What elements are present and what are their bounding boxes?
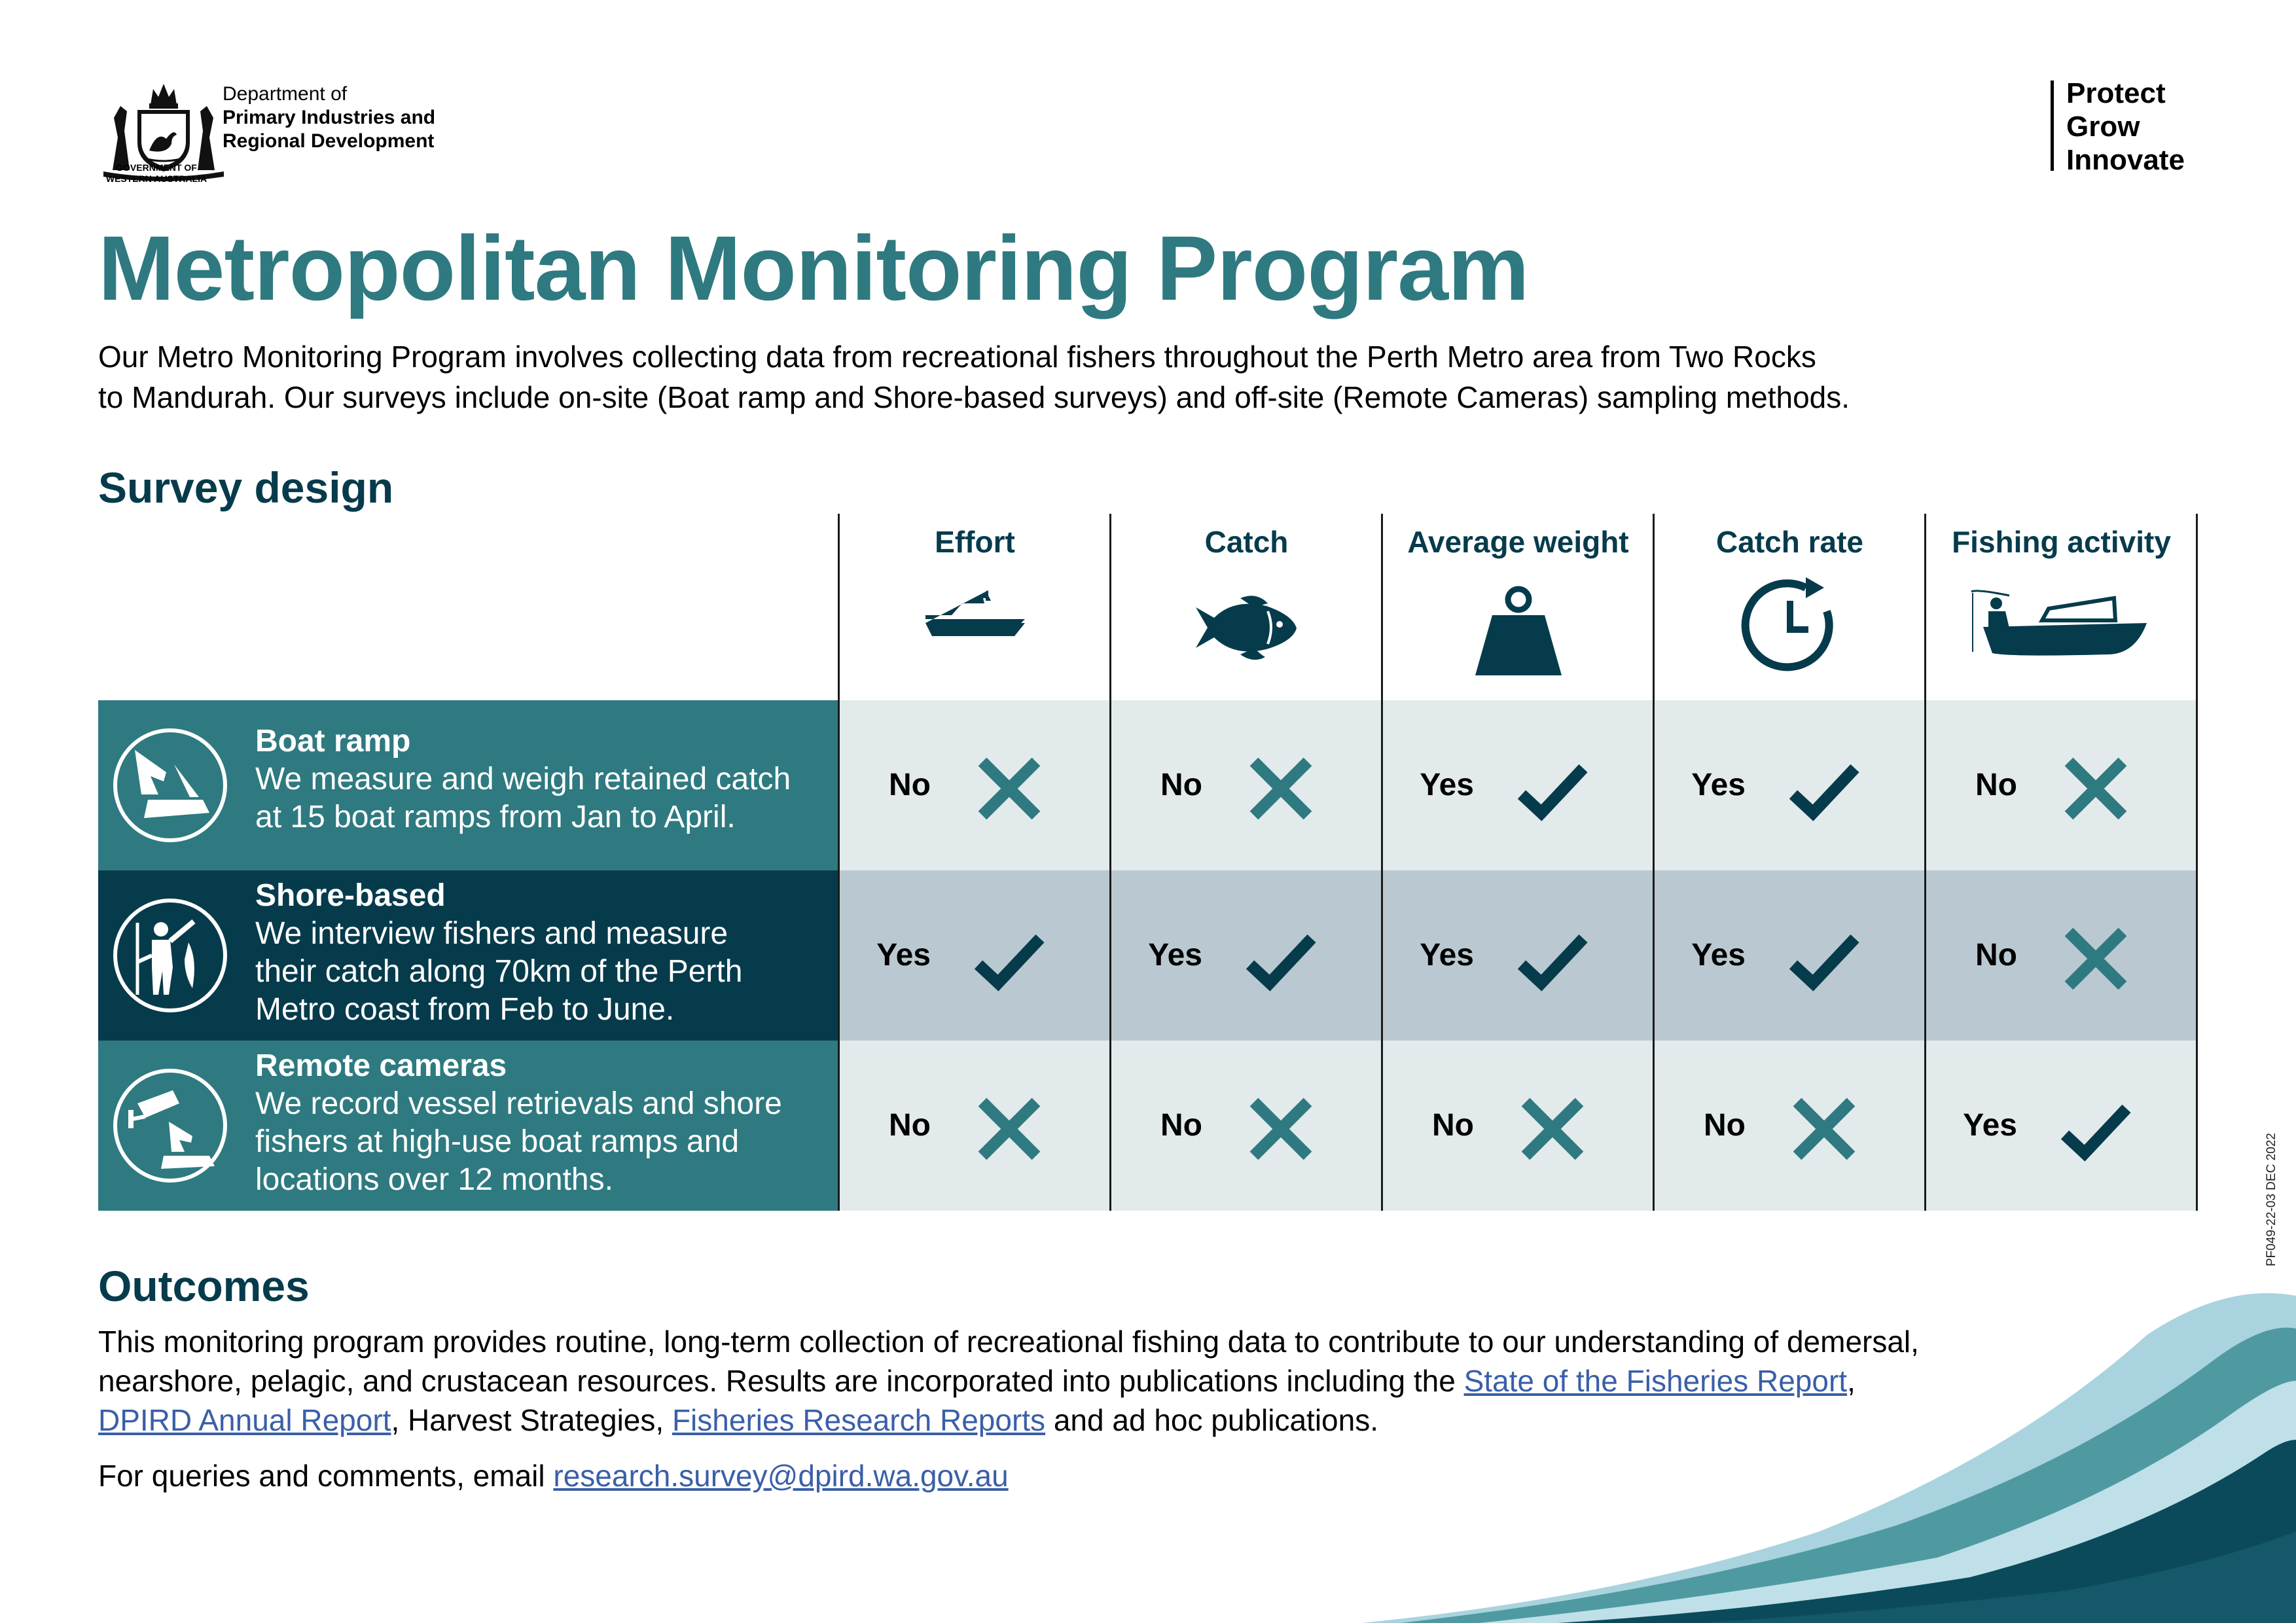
shore-fisher-icon xyxy=(111,897,229,1014)
table-cell xyxy=(1382,700,1654,870)
column-divider xyxy=(1653,514,1655,1211)
check-icon xyxy=(1788,753,1860,825)
cell-value: No xyxy=(1975,938,2017,972)
department-name xyxy=(223,82,435,153)
tagline-divider xyxy=(2051,80,2054,171)
camera-ramp-icon xyxy=(111,1067,229,1185)
check-icon xyxy=(2060,1093,2132,1165)
cross-icon xyxy=(1516,1093,1588,1165)
column-divider xyxy=(2196,514,2198,1211)
row-label-remote-cameras xyxy=(98,1041,838,1211)
table-cell xyxy=(1926,870,2197,1041)
decorative-wave xyxy=(1361,1283,2296,1623)
cell-value: Yes xyxy=(1691,768,1746,802)
clock-icon xyxy=(1738,573,1842,678)
cell-value: No xyxy=(1975,768,2017,802)
row-description-line: We record vessel retrievals and shore xyxy=(255,1086,782,1121)
row-description-line: locations over 12 months. xyxy=(255,1162,613,1197)
cell-value: No xyxy=(1432,1108,1474,1143)
column-header-fishing-activity: Fishing activity xyxy=(1952,525,2171,559)
cell-value: Yes xyxy=(1691,938,1746,972)
column-header-catch: Catch xyxy=(1204,525,1289,559)
check-icon xyxy=(973,923,1045,995)
boat-icon xyxy=(923,589,1028,648)
queries-text: For queries and comments, email xyxy=(98,1459,554,1493)
table-cell xyxy=(1654,700,1926,870)
department-line2: Primary Industries and xyxy=(223,107,436,128)
cross-icon xyxy=(973,1093,1045,1165)
state-of-fisheries-link[interactable]: State of the Fisheries Report xyxy=(1463,1364,1848,1398)
fishing-boat-icon xyxy=(1970,589,2153,661)
column-header-average-weight: Average weight xyxy=(1407,525,1629,559)
dpird-annual-report-link[interactable]: DPIRD Annual Report xyxy=(98,1403,391,1437)
outcomes-line1: This monitoring program provides routine, long-term collection of recreational fishing data to contribute to our understanding of demersal, xyxy=(98,1325,1919,1359)
row-description xyxy=(255,915,831,1029)
row-description xyxy=(255,1085,831,1199)
intro-paragraph xyxy=(98,336,2193,418)
table-cell xyxy=(1926,1041,2197,1211)
tagline-protect: Protect xyxy=(2066,77,2166,109)
table-cell xyxy=(839,700,1111,870)
government-line2: WESTERN AUSTRALIA xyxy=(105,173,207,184)
queries-line xyxy=(98,1456,1009,1495)
cross-icon xyxy=(2060,753,2132,825)
outcomes-line2-comma: , xyxy=(1847,1364,1856,1398)
tagline xyxy=(2066,77,2185,177)
column-divider xyxy=(1381,514,1383,1211)
row-title: Remote cameras xyxy=(255,1048,507,1083)
column-divider xyxy=(838,514,840,1211)
check-icon xyxy=(1516,753,1588,825)
outcomes-line2-text: nearshore, pelagic, and crustacean resources. Results are incorporated into publications including the xyxy=(98,1364,1464,1398)
row-label-shore-based xyxy=(98,870,838,1041)
cell-value: Yes xyxy=(1148,938,1202,972)
cross-icon xyxy=(1245,753,1317,825)
cell-value: Yes xyxy=(1420,768,1474,802)
cell-value: No xyxy=(1704,1108,1746,1143)
row-label-boat-ramp xyxy=(98,700,838,870)
column-header-effort: Effort xyxy=(935,525,1015,559)
email-link[interactable]: research.survey@dpird.wa.gov.au xyxy=(553,1459,1009,1493)
table-cell xyxy=(1654,870,1926,1041)
cell-value: No xyxy=(889,768,931,802)
fish-icon xyxy=(1194,592,1299,664)
check-icon xyxy=(1245,923,1317,995)
department-line3: Regional Development xyxy=(223,130,435,152)
table-cell xyxy=(1382,1041,1654,1211)
fisheries-research-reports-link[interactable]: Fisheries Research Reports xyxy=(672,1403,1046,1437)
column-header-catch-rate: Catch rate xyxy=(1716,525,1863,559)
weight-icon xyxy=(1466,584,1571,682)
cell-value: No xyxy=(1160,1108,1202,1143)
page-title: Metropolitan Monitoring Program xyxy=(98,217,1529,319)
intro-line1: Our Metro Monitoring Program involves collecting data from recreational fishers throughout the Perth Metro area from Two Rocks xyxy=(98,340,1816,374)
tagline-innovate: Innovate xyxy=(2066,144,2185,176)
row-description-line: fishers at high-use boat ramps and xyxy=(255,1124,740,1159)
cross-icon xyxy=(973,753,1045,825)
document-code: PF049-22-03 DEC 2022 xyxy=(2265,1133,2278,1266)
government-line1: GOVERNMENT OF xyxy=(116,162,197,173)
cross-icon xyxy=(2060,923,2132,995)
row-title: Boat ramp xyxy=(255,724,411,758)
department-line1: Department of xyxy=(223,83,348,105)
cell-value: Yes xyxy=(876,938,931,972)
survey-design-heading: Survey design xyxy=(98,463,394,512)
table-cell xyxy=(1111,1041,1382,1211)
row-description-line: at 15 boat ramps from Jan to April. xyxy=(255,800,736,834)
table-cell xyxy=(839,870,1111,1041)
cross-icon xyxy=(1245,1093,1317,1165)
outcomes-line3-end: and ad hoc publications. xyxy=(1045,1403,1378,1437)
row-description-line: their catch along 70km of the Perth xyxy=(255,954,743,989)
cell-value: No xyxy=(889,1108,931,1143)
boat-ramp-icon xyxy=(111,726,229,844)
table-cell xyxy=(1382,870,1654,1041)
intro-line2: to Mandurah. Our surveys include on-site (Boat ramp and Shore-based surveys) and off-site (Remote Cameras) sampling methods. xyxy=(98,380,1850,414)
table-cell xyxy=(1926,700,2197,870)
column-divider xyxy=(1109,514,1111,1211)
row-description-line: Metro coast from Feb to June. xyxy=(255,992,675,1027)
cell-value: Yes xyxy=(1420,938,1474,972)
table-cell xyxy=(1111,870,1382,1041)
row-description-line: We measure and weigh retained catch xyxy=(255,762,791,796)
row-description-line: We interview fishers and measure xyxy=(255,916,728,951)
outcomes-line3-text: , Harvest Strategies, xyxy=(391,1403,672,1437)
table-cell xyxy=(1111,700,1382,870)
table-cell xyxy=(839,1041,1111,1211)
cell-value: Yes xyxy=(1963,1108,2017,1143)
tagline-grow: Grow xyxy=(2066,111,2140,143)
cell-value: No xyxy=(1160,768,1202,802)
government-label xyxy=(98,162,215,185)
row-description xyxy=(255,760,831,836)
row-title: Shore-based xyxy=(255,878,446,913)
check-icon xyxy=(1516,923,1588,995)
check-icon xyxy=(1788,923,1860,995)
table-cell xyxy=(1654,1041,1926,1211)
cross-icon xyxy=(1788,1093,1860,1165)
outcomes-heading: Outcomes xyxy=(98,1262,310,1310)
column-divider xyxy=(1924,514,1926,1211)
